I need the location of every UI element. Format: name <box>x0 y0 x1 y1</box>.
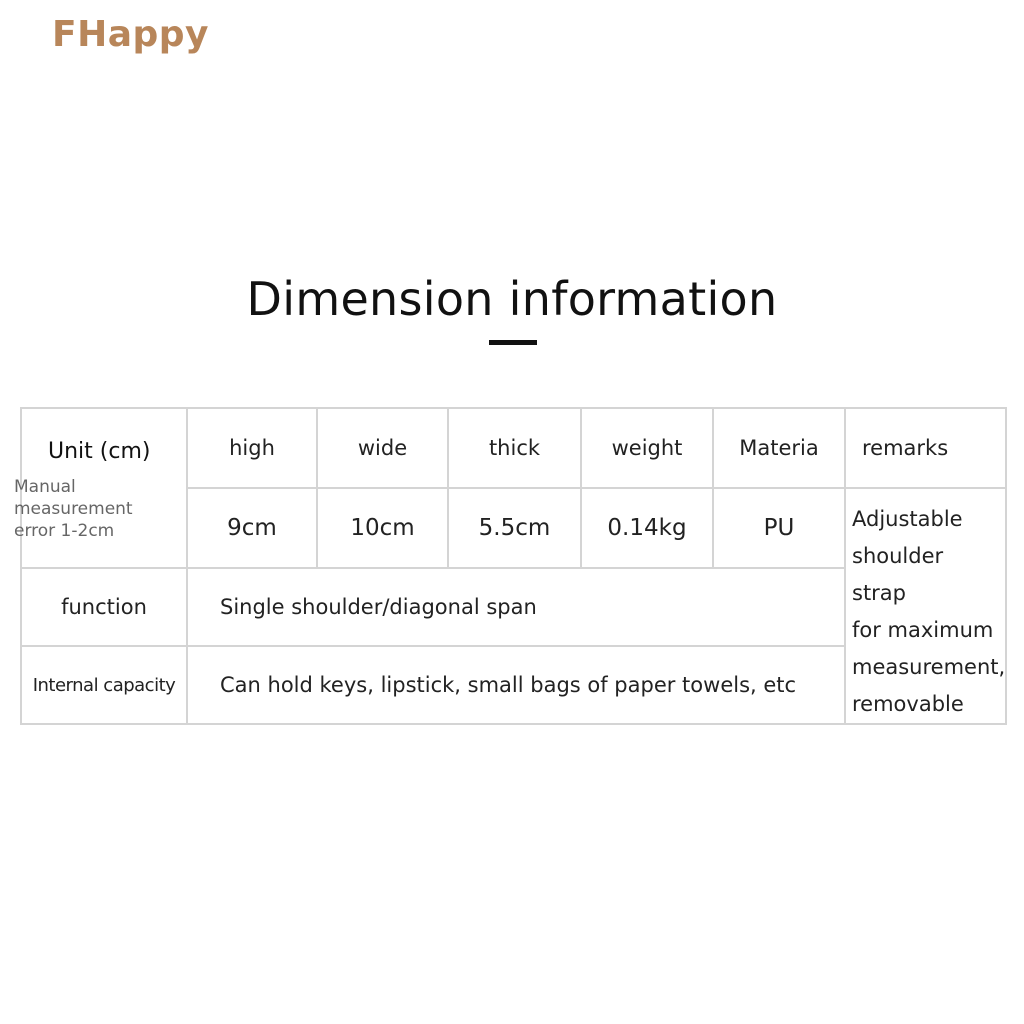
measurement-note: Manual measurement error 1-2cm <box>14 477 133 541</box>
dimension-table <box>20 407 1007 725</box>
page-title: Dimension information <box>246 272 778 326</box>
header-wide: wide <box>317 408 448 488</box>
value-high: 9cm <box>187 488 317 568</box>
value-material: PU <box>713 488 845 568</box>
remarks-text: Adjustable shoulder strap for maximum measurement, removable <box>845 488 1006 724</box>
function-label: function <box>21 568 187 646</box>
header-high: high <box>187 408 317 488</box>
header-thick: thick <box>448 408 581 488</box>
title-underline <box>489 340 537 345</box>
function-value: Single shoulder/diagonal span <box>187 568 845 646</box>
value-wide: 10cm <box>317 488 448 568</box>
header-material: Materia <box>713 408 845 488</box>
value-weight: 0.14kg <box>581 488 713 568</box>
capacity-label: Internal capacity <box>21 646 187 724</box>
header-remarks: remarks <box>845 408 1006 488</box>
table-row <box>21 408 1006 488</box>
unit-label: Unit (cm) <box>48 439 151 464</box>
value-thick: 5.5cm <box>448 488 581 568</box>
brand-logo: FHappy <box>52 14 210 55</box>
capacity-value: Can hold keys, lipstick, small bags of paper towels, etc <box>187 646 845 724</box>
header-weight: weight <box>581 408 713 488</box>
